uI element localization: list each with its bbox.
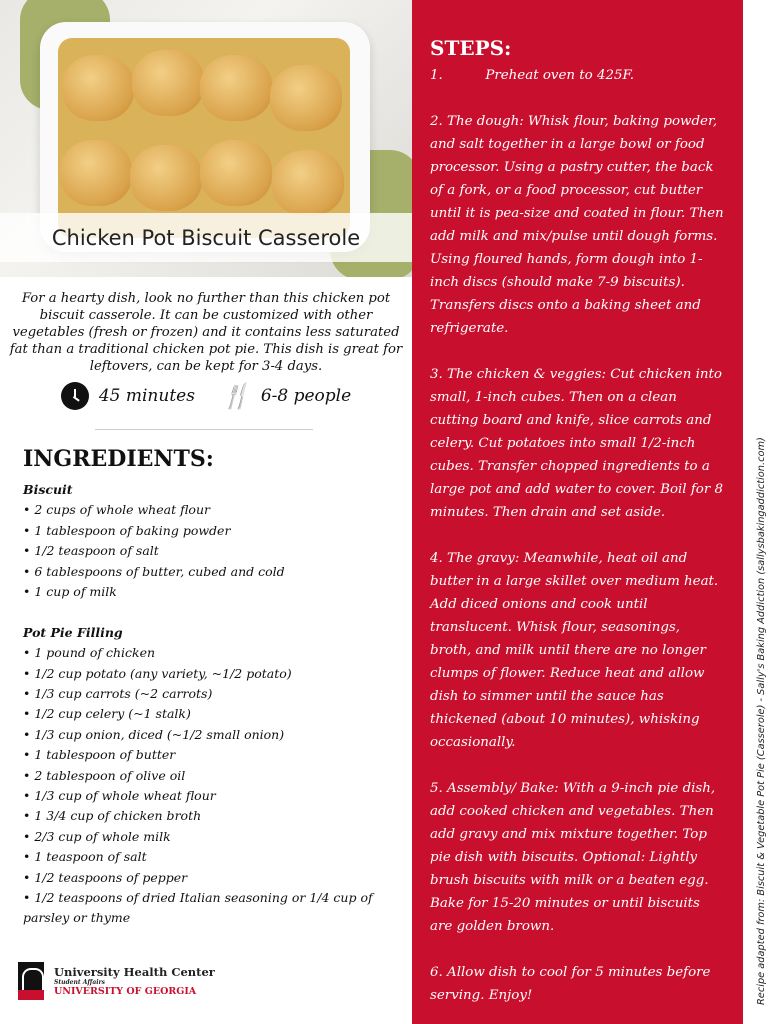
utensils-icon: 🍴: [220, 382, 251, 410]
ingredient-item: • 1 tablespoon of baking powder: [23, 522, 231, 538]
recipe-meta: [0, 382, 412, 410]
logo-line1: University Health Center: [54, 965, 215, 979]
ingredient-item: • 2 tablespoon of olive oil: [23, 767, 186, 783]
ingredient-item: • 1/3 cup carrots (~2 carrots): [23, 686, 213, 702]
ingredient-item: • 1/2 teaspoons of pepper: [23, 869, 188, 885]
ingredient-item: • 1/2 cup celery (~1 stalk): [23, 706, 191, 722]
steps-heading: STEPS:: [430, 36, 512, 60]
step-item: 1. Preheat oven to 425F.: [430, 68, 634, 83]
ingredient-item: • 2/3 cup of whole milk: [23, 828, 171, 844]
ingredient-item: • 1 pound of chicken: [23, 645, 156, 661]
ingredient-item: • 1/2 cup potato (any variety, ~1/2 potato): [23, 665, 292, 681]
steps-panel: [412, 0, 743, 1024]
ingredients-section: [23, 446, 408, 929]
recipe-title: Chicken Pot Biscuit Casserole: [0, 213, 412, 262]
ingredient-item: • 1/3 cup onion, diced (~1/2 small onion): [23, 726, 285, 742]
step-item: 2. The dough: Whisk flour, baking powder, and salt together in a large bowl or food processor. Using a pastry cutter, the back of a fork, or a food processor, cut butter until it is pea-size and coated in flour. Then add milk and mix/pulse until dough forms. Using floured hands, form dough into 1-inch discs (should make 7-9 biscuits). Transfers discs onto a baking sheet and refrigerate.: [430, 114, 724, 336]
filling-subheading: Pot Pie Filling: [23, 624, 123, 640]
step-item: 3. The chicken & veggies: Cut chicken into small, 1-inch cubes. Then on a clean cutting board and knife, slice carrots and celery. Cut potatoes into small 1/2-inch cubes. Transfer chopped ingredients to a large pot and add water to cover. Boil for 8 minutes. Then drain and set aside.: [430, 367, 724, 520]
ingredient-item: • 1 cup of milk: [23, 584, 117, 600]
step-item: 5. Assembly/ Bake: With a 9-inch pie dish, add cooked chicken and vegetables. Then add gravy and mix mixture together. Top pie dish with biscuits. Optional: Lightly brush biscuits with milk or a beaten egg. Bake for 15-20 minutes or until biscuits are golden brown.: [430, 781, 716, 934]
logo-line3: UNIVERSITY OF GEORGIA: [54, 986, 197, 997]
ingredient-item: • 1/2 teaspoon of salt: [23, 543, 159, 559]
recipe-credit: Recipe adapted from: Biscuit & Vegetable Pot Pie (Casserole) - Sally's Baking Addiction (sallysbakingaddiction.com): [756, 437, 767, 1005]
uga-health-center-logo: [18, 962, 215, 1000]
ingredient-item: • 1/3 cup of whole wheat flour: [23, 788, 216, 804]
servings: 6-8 people: [260, 386, 352, 406]
clock-icon: [61, 382, 89, 410]
ingredient-item: • 1 teaspoon of salt: [23, 849, 147, 865]
ingredient-item: • 2 cups of whole wheat flour: [23, 502, 210, 518]
recipe-description: For a hearty dish, look no further than this chicken pot biscuit casserole. It can be customized with other vegetables (fresh or frozen) and it contains less saturated fat than a traditional chicken pot pie. This dish is great for leftovers, can be kept for 3-4 days.: [9, 291, 403, 374]
logo-line2: Student Affairs: [54, 979, 106, 986]
biscuit-subheading: Biscuit: [23, 482, 73, 497]
ingredients-heading: INGREDIENTS:: [23, 446, 214, 472]
divider: [95, 429, 313, 430]
ingredient-item: • 6 tablespoons of butter, cubed and cold: [23, 563, 285, 579]
step-item: 4. The gravy: Meanwhile, heat oil and butter in a large skillet over medium heat. Add diced onions and cook until translucent. Whisk flour, seasonings, broth, and milk until there are no longer clumps of flower. Reduce heat and allow dish to simmer until the sauce has thickened (about 10 minutes), whisking occasionally.: [430, 551, 719, 750]
ingredient-item: • 1 tablespoon of butter: [23, 747, 176, 763]
ingredient-item: • 1 3/4 cup of chicken broth: [23, 808, 202, 824]
arch-icon: [18, 962, 44, 1000]
ingredient-item: • 1/2 teaspoons of dried Italian seasoning or 1/4 cup of parsley or thyme: [23, 890, 373, 926]
cook-time: 45 minutes: [98, 386, 195, 406]
step-item: 6. Allow dish to cool for 5 minutes before serving. Enjoy!: [430, 965, 711, 1003]
